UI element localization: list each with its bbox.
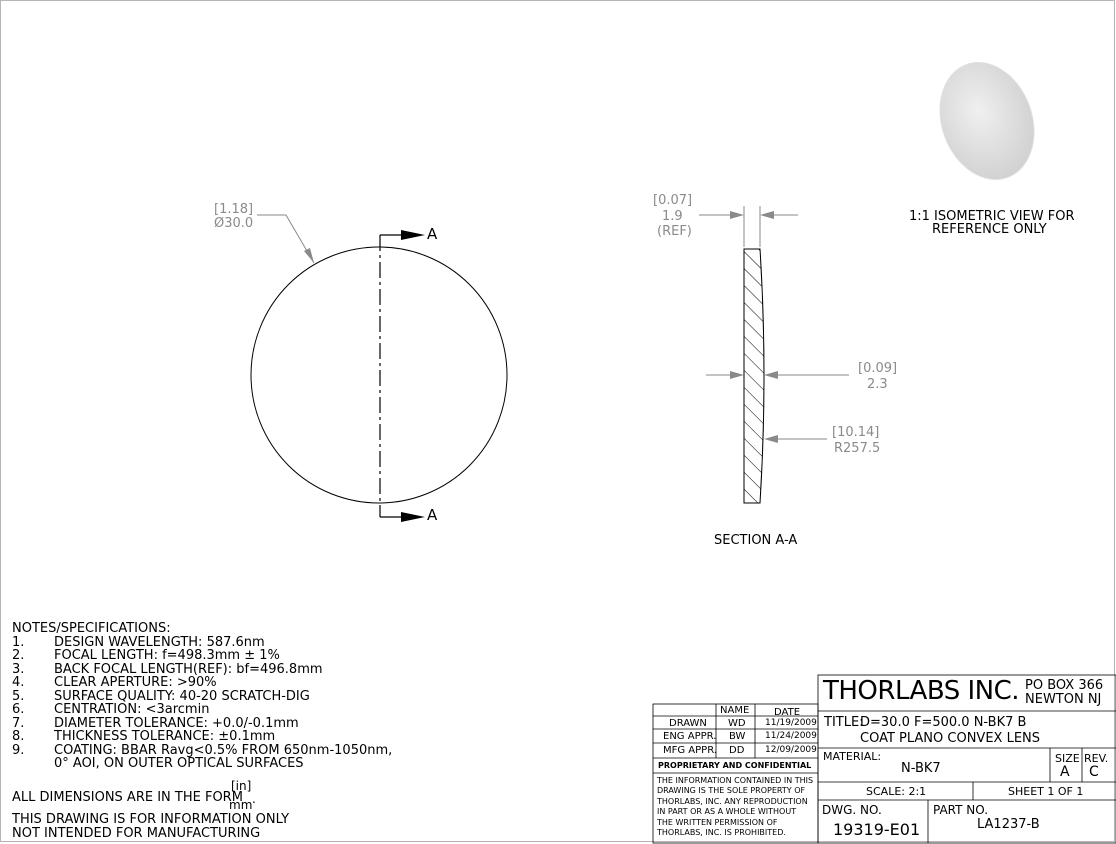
approval-name: WD — [728, 718, 746, 729]
size-value: A — [1060, 764, 1070, 780]
edge-dim-arrowhead-right — [760, 211, 774, 219]
unit-mm: mm — [229, 798, 253, 812]
address-line2: NEWTON NJ — [1025, 692, 1102, 707]
note-number: 2. — [12, 648, 25, 663]
proprietary-heading: PROPRIETARY AND CONFIDENTIAL — [658, 761, 812, 770]
approval-date: 11/19/2009 — [765, 718, 817, 728]
info-only-note: THIS DRAWING IS FOR INFORMATION ONLY — [12, 812, 290, 827]
note-number: 3. — [12, 661, 25, 677]
part-no-value: LA1237-B — [977, 817, 1040, 832]
approvals-col-date: DATE — [774, 707, 801, 718]
approval-name: BW — [729, 731, 746, 742]
note-text: SURFACE QUALITY: 40-20 SCRATCH-DIG — [54, 688, 310, 704]
material-value: N-BK7 — [901, 761, 941, 776]
approval-role: MFG APPR. — [663, 745, 717, 756]
radius-mm: R257.5 — [834, 441, 881, 456]
note-text: CLEAR APERTURE: >90% — [54, 675, 217, 690]
part-no-label: PART NO. — [933, 803, 989, 817]
section-mark-bottom: A — [427, 506, 438, 524]
note-number: 8. — [12, 729, 25, 744]
radius-leader-arrow — [764, 435, 778, 443]
dwg-no-label: DWG. NO. — [822, 803, 882, 817]
edge-thickness-mm: 1.9 — [662, 209, 683, 224]
note-number: 9. — [12, 742, 25, 758]
edge-dim-arrowhead-left — [730, 211, 744, 219]
isometric-caption-line2: REFERENCE ONLY — [932, 222, 1047, 237]
edge-thickness-ref: (REF) — [657, 224, 692, 239]
proprietary-line: THE INFORMATION CONTAINED IN THIS — [657, 776, 814, 785]
radius-inch: [10.14] — [832, 425, 880, 440]
note-text: CENTRATION: <3arcmin — [54, 702, 210, 717]
approval-date: 11/24/2009 — [765, 731, 817, 741]
size-label: SIZE — [1055, 752, 1080, 765]
diameter-leader — [257, 215, 314, 263]
center-dim-arrowhead-right — [764, 371, 778, 379]
not-manufacturing-note: NOT INTENDED FOR MANUFACTURING — [12, 826, 261, 841]
unit-suffix: . — [252, 792, 256, 806]
sheet-value: SHEET 1 OF 1 — [1008, 785, 1084, 798]
material-label: MATERIAL: — [823, 750, 882, 763]
note-text: BACK FOCAL LENGTH(REF): bf=496.8mm — [54, 661, 323, 677]
diameter-inch-label: [1.18] — [214, 202, 254, 217]
proprietary-line: DRAWING IS THE SOLE PROPERTY OF — [657, 786, 806, 796]
rev-value: C — [1089, 764, 1099, 780]
note-number: 1. — [12, 634, 25, 650]
note-number: 7. — [12, 715, 25, 731]
title-label: TITLE: — [824, 715, 864, 730]
proprietary-text — [657, 776, 813, 838]
approval-date: 12/09/2009 — [765, 745, 817, 755]
diameter-leader-arrow — [304, 248, 314, 263]
proprietary-line: THORLABS, INC. ANY REPRODUCTION — [657, 796, 808, 806]
center-thickness-inch: [0.09] — [858, 361, 898, 376]
proprietary-line: THE WRITTEN PERMISSION OF — [657, 817, 778, 827]
lens-section-profile — [744, 249, 764, 503]
isometric-caption-line1: 1:1 ISOMETRIC VIEW FOR — [909, 209, 1075, 224]
center-thickness-mm: 2.3 — [867, 377, 888, 392]
dimensions-form-note: ALL DIMENSIONS ARE IN THE FORM — [12, 790, 243, 805]
section-view-title: SECTION A-A — [714, 533, 798, 548]
notes-heading-text: NOTES/SPECIFICATIONS: — [12, 621, 171, 636]
approval-role: ENG APPR. — [663, 731, 717, 742]
note-text: DESIGN WAVELENGTH: 587.6nm — [54, 634, 265, 650]
note-text: 0° AOI, ON OUTER OPTICAL SURFACES — [54, 756, 304, 771]
diameter-mm-label: Ø30.0 — [214, 216, 254, 231]
note-number: 4. — [12, 675, 25, 690]
rev-label: REV. — [1084, 752, 1109, 765]
proprietary-line: IN PART OR AS A WHOLE WITHOUT — [657, 807, 797, 817]
note-text: THICKNESS TOLERANCE: ±0.1mm — [54, 729, 276, 744]
note-text: COATING: BBAR Ravg<0.5% FROM 650nm-1050nm, — [54, 742, 393, 758]
approval-role: DRAWN — [669, 718, 707, 729]
scale-value: SCALE: 2:1 — [866, 785, 927, 798]
edge-thickness-inch: [0.07] — [653, 193, 693, 208]
proprietary-line: THORLABS, INC. IS PROHIBITED. — [657, 828, 786, 838]
note-number: 5. — [12, 688, 25, 704]
section-mark-top: A — [427, 225, 438, 243]
note-number: 6. — [12, 702, 25, 717]
approval-name: DD — [729, 745, 745, 756]
lens-front-circle — [251, 247, 507, 503]
dwg-no-value: 19319-E01 — [833, 820, 921, 839]
title-line1: D=30.0 F=500.0 N-BK7 B — [860, 715, 1027, 730]
unit-inch: [in] — [231, 779, 252, 793]
center-dim-arrowhead-left — [730, 371, 744, 379]
approvals-col-name: NAME — [720, 705, 750, 716]
section-arrow-bottom-head — [401, 512, 425, 522]
address-line1: PO BOX 366 — [1025, 678, 1104, 693]
note-text: FOCAL LENGTH: f=498.3mm ± 1% — [54, 648, 280, 663]
company-name: THORLABS INC. — [823, 676, 1020, 706]
title-line2: COAT PLANO CONVEX LENS — [860, 731, 1041, 746]
note-text: DIAMETER TOLERANCE: +0.0/-0.1mm — [54, 715, 299, 731]
section-arrow-top-head — [401, 230, 425, 240]
isometric-lens — [924, 49, 1050, 193]
